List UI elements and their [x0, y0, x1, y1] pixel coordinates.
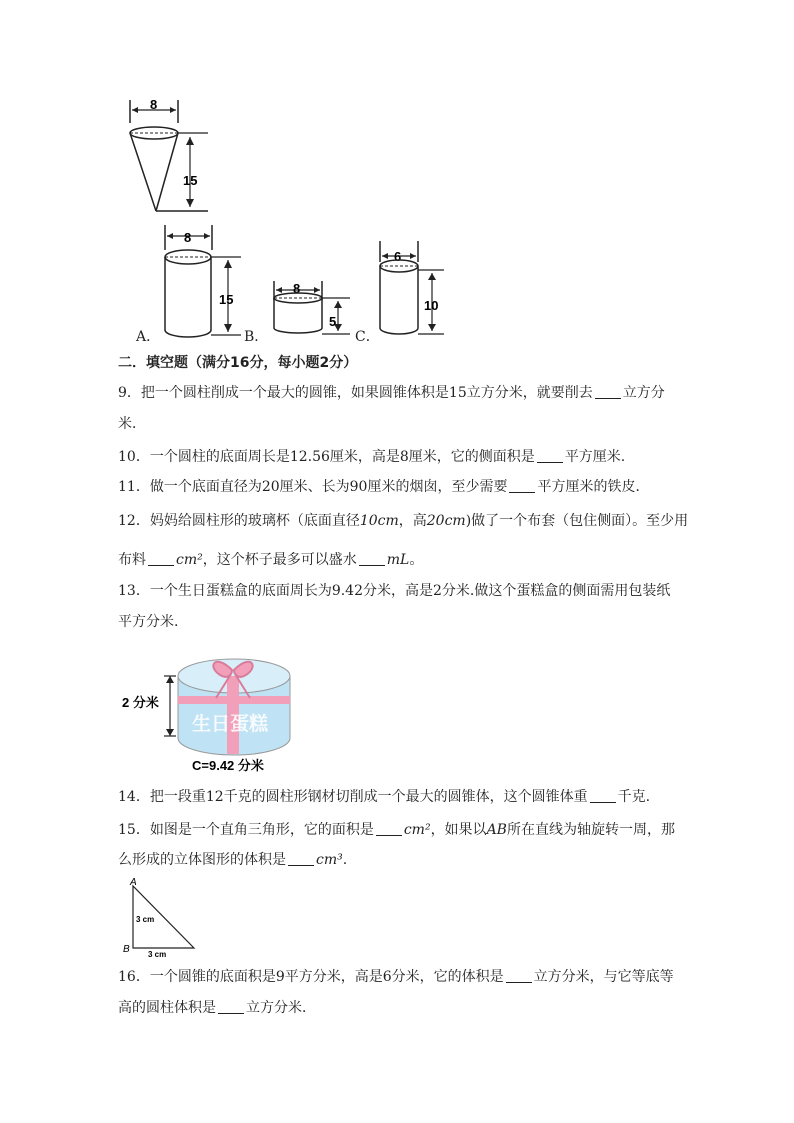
- question-13-line1: 13．一个生日蛋糕盒的底面周长为9.42分米，高是2分米.做这个蛋糕盒的侧面需用包装纸: [118, 583, 671, 599]
- cake-box-text: 生日蛋糕: [192, 714, 269, 735]
- option-b-diameter-label: 8: [293, 281, 301, 296]
- answer-blank[interactable]: [218, 999, 244, 1014]
- answer-blank[interactable]: [288, 851, 314, 866]
- question-12-line2: 布料 cm²，这个杯子最多可以盛水 mL。: [118, 552, 424, 568]
- cake-height-label: 2 分米: [122, 695, 159, 710]
- question-16-line2: 高的圆柱体积是 立方分米．: [118, 1000, 316, 1016]
- question-13-line2: 平方分米.: [118, 614, 179, 630]
- option-b-height-label: 5: [329, 314, 337, 329]
- question-11: 11．做一个底面直径为20厘米、长为90厘米的烟囱，至少需要 平方厘米的铁皮．: [118, 479, 650, 495]
- option-a-height-label: 15: [219, 292, 234, 307]
- answer-blank[interactable]: [148, 551, 174, 566]
- cake-ribbon-horizontal: [178, 696, 290, 704]
- right-triangle-figure: [118, 874, 208, 960]
- question-15-line2: 么形成的立体图形的体积是 cm³.: [118, 852, 348, 868]
- vertex-a-label: A: [130, 877, 137, 888]
- option-c-diameter-label: 6: [394, 249, 402, 264]
- answer-blank[interactable]: [509, 478, 535, 493]
- option-b-cylinder: [268, 278, 368, 343]
- answer-blank[interactable]: [359, 551, 385, 566]
- question-14: 14．把一段重12千克的圆柱形钢材切削成一个最大的圆锥体，这个圆锥体重 千克.: [118, 789, 651, 805]
- question-9-line1: 9．把一个圆柱削成一个最大的圆锥，如果圆锥体积是15立方分米，就要削去 立方分: [118, 385, 665, 401]
- option-c-letter: C．: [355, 329, 380, 345]
- answer-blank[interactable]: [506, 968, 532, 983]
- question-16-line1: 16．一个圆锥的底面积是9平方分米，高是6分米，它的体积是 立方分米，与它等底等: [118, 969, 674, 985]
- option-c-height-label: 10: [424, 298, 439, 313]
- cake-circumference-label: C=9.42 分米: [192, 758, 264, 773]
- vertex-b-label: B: [123, 944, 130, 955]
- question-9-line2: 米．: [118, 416, 146, 432]
- question-10: 10．一个圆柱的底面周长是12.56厘米，高是8厘米，它的侧面积是 平方厘米.: [118, 449, 626, 465]
- option-a-diameter-label: 8: [184, 230, 192, 245]
- cake-box-figure: [118, 646, 308, 776]
- option-c-cylinder: [372, 238, 462, 343]
- triangle-side-vertical-label: 3 cm: [136, 915, 155, 924]
- cone-height-label: 15: [183, 173, 198, 188]
- answer-blank[interactable]: [590, 788, 616, 803]
- answer-blank[interactable]: [376, 821, 402, 836]
- option-b-letter: B．: [244, 329, 269, 345]
- cone-diameter-label: 8: [150, 97, 158, 112]
- question-15-line1: 15．如图是一个直角三角形，它的面积是 cm²，如果以AB所在直线为轴旋转一周，那: [118, 822, 675, 838]
- cone-figure: [110, 95, 220, 220]
- section-title: 二．填空题（满分16分，每小题2分）: [118, 355, 358, 371]
- answer-blank[interactable]: [537, 448, 563, 463]
- triangle-side-horizontal-label: 3 cm: [148, 950, 167, 959]
- answer-blank[interactable]: [595, 384, 621, 399]
- option-a-cylinder: [155, 222, 255, 342]
- option-a-letter: A．: [136, 329, 161, 345]
- question-12-line1: 12．妈妈给圆柱形的玻璃杯（底面直径10cm，高20cm)做了一个布套（包住侧面）。至少用: [118, 513, 689, 529]
